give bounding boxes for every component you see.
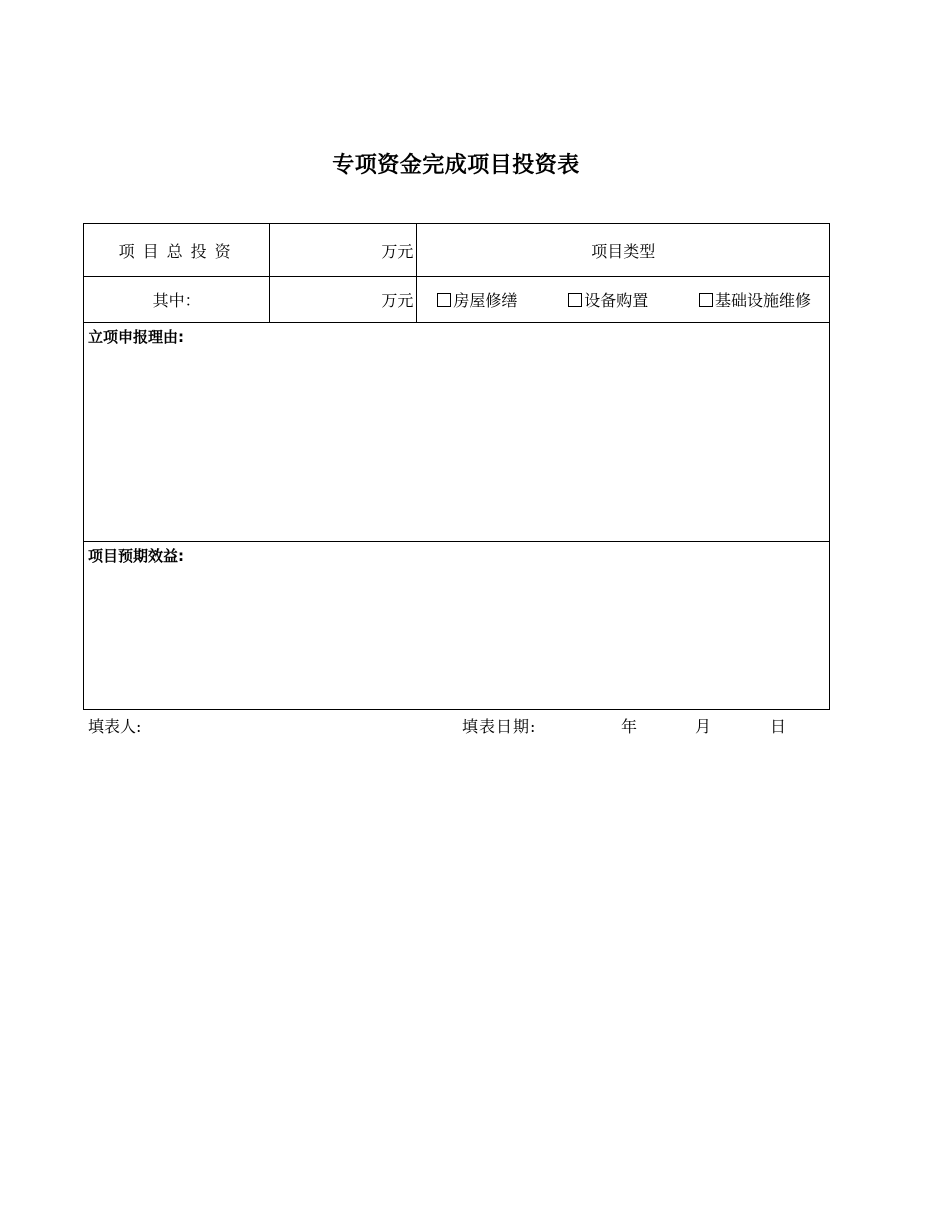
project-type-header: 项目类型 <box>417 224 830 277</box>
application-reason-area[interactable] <box>84 323 830 542</box>
option-infrastructure-repair[interactable] <box>699 288 811 311</box>
fill-date-label: 填表日期: <box>462 717 537 736</box>
investment-form-table <box>83 223 830 710</box>
expected-benefit-label: 项目预期效益: <box>88 547 184 565</box>
total-investment-value-cell[interactable] <box>270 224 417 277</box>
application-reason-label: 立项申报理由: <box>88 328 184 346</box>
project-type-options <box>417 277 830 323</box>
option-equipment-purchase-label: 设备购置 <box>584 291 649 310</box>
checkbox-infrastructure-repair[interactable] <box>699 293 713 307</box>
row-total-investment <box>84 224 830 277</box>
total-investment-unit: 万元 <box>381 241 414 261</box>
option-house-repair[interactable] <box>437 288 517 311</box>
form-title: 专项资金完成项目投资表 <box>332 153 580 178</box>
row-application-reason <box>84 323 830 542</box>
option-equipment-purchase[interactable] <box>568 288 648 311</box>
checkbox-house-repair[interactable] <box>437 293 451 307</box>
row-expected-benefit <box>84 542 830 710</box>
total-investment-label: 项目总投资 <box>84 224 270 277</box>
date-month-label: 月 <box>695 717 712 736</box>
breakdown-unit: 万元 <box>381 291 414 310</box>
filler-label: 填表人: <box>88 717 142 736</box>
checkbox-equipment-purchase[interactable] <box>568 293 582 307</box>
row-breakdown <box>84 277 830 323</box>
option-house-repair-label: 房屋修缮 <box>453 291 518 310</box>
breakdown-label: 其中： <box>84 277 270 323</box>
option-infrastructure-repair-label: 基础设施维修 <box>714 291 811 310</box>
breakdown-value-cell[interactable] <box>270 277 417 323</box>
date-year-label: 年 <box>621 717 638 736</box>
expected-benefit-area[interactable] <box>84 542 830 710</box>
date-day-label: 日 <box>770 717 787 736</box>
